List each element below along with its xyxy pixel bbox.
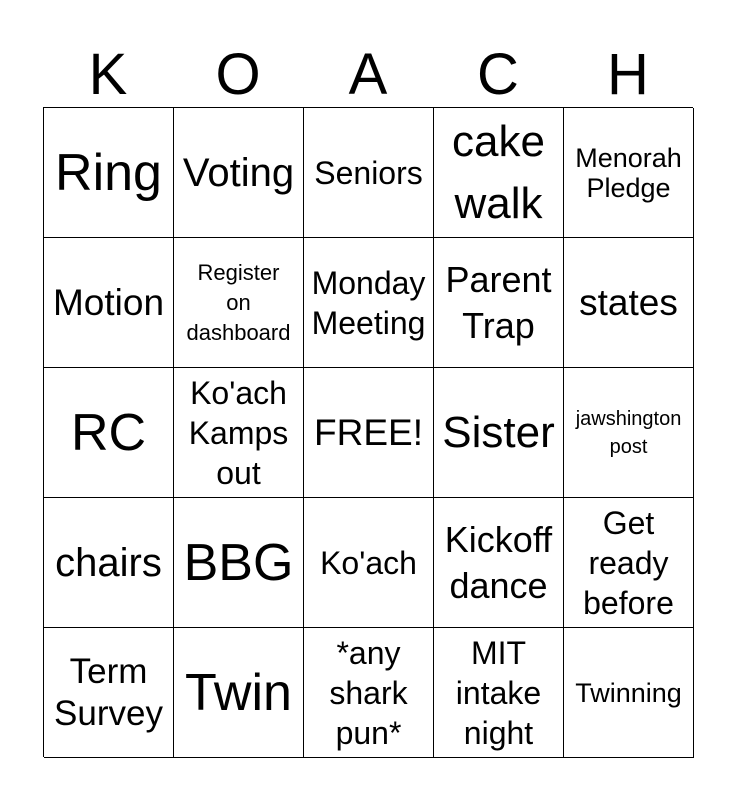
cell-text: cake walk <box>452 116 545 228</box>
cell-text: Twin <box>185 663 292 722</box>
cell-text: Ko'ach <box>320 544 417 581</box>
bingo-cell[interactable] <box>44 498 174 628</box>
header-letter-a: A <box>348 42 388 107</box>
cell-text: BBG <box>183 533 294 592</box>
cell-text: MIT intake night <box>455 634 542 751</box>
cell-text: jawshington post <box>575 407 682 458</box>
bingo-cell[interactable] <box>434 108 564 238</box>
cell-text: Motion <box>52 281 165 323</box>
bingo-cell[interactable] <box>304 628 434 758</box>
cell-text: Menorah Pledge <box>575 142 682 203</box>
bingo-grid <box>43 107 693 757</box>
cell-text: Parent Trap <box>445 258 552 346</box>
cell-text: Kickoff dance <box>444 518 553 606</box>
bingo-cell[interactable] <box>304 238 434 368</box>
bingo-cell[interactable] <box>174 368 304 498</box>
cell-text: Monday Meeting <box>311 264 426 341</box>
header-letter-h: H <box>607 42 649 107</box>
cell-text: Sister <box>442 407 555 457</box>
cell-text: Term Survey <box>54 651 163 733</box>
bingo-cell[interactable] <box>564 628 694 758</box>
bingo-cell[interactable] <box>434 498 564 628</box>
cell-text: *any shark pun* <box>329 634 408 751</box>
bingo-cell[interactable] <box>564 368 694 498</box>
bingo-header <box>43 42 693 108</box>
bingo-cell[interactable] <box>434 368 564 498</box>
cell-text: RC <box>70 403 147 462</box>
bingo-cell[interactable] <box>174 108 304 238</box>
bingo-cell[interactable] <box>304 368 434 498</box>
bingo-cell[interactable] <box>304 108 434 238</box>
cell-text: Ko'ach Kamps out <box>188 374 289 491</box>
bingo-cell[interactable] <box>44 368 174 498</box>
bingo-cell[interactable] <box>564 238 694 368</box>
cell-text: Seniors <box>314 154 423 191</box>
header-letter-c: C <box>477 42 519 107</box>
bingo-cell[interactable] <box>44 628 174 758</box>
bingo-cell[interactable] <box>174 238 304 368</box>
bingo-cell[interactable] <box>174 498 304 628</box>
cell-text: FREE! <box>314 411 423 453</box>
bingo-cell[interactable] <box>434 628 564 758</box>
header-letter-o: O <box>215 42 261 107</box>
cell-text: Register on dashboard <box>186 259 291 345</box>
bingo-cell[interactable] <box>174 628 304 758</box>
bingo-cell[interactable] <box>564 108 694 238</box>
header-letter-k: K <box>88 42 128 107</box>
cell-text: Voting <box>182 150 295 195</box>
cell-text: Ring <box>55 143 162 202</box>
bingo-cell[interactable] <box>44 108 174 238</box>
cell-text: Twinning <box>575 677 682 708</box>
bingo-cell[interactable] <box>44 238 174 368</box>
cell-text: Get ready before <box>583 504 674 621</box>
bingo-cell[interactable] <box>434 238 564 368</box>
bingo-cell[interactable] <box>304 498 434 628</box>
bingo-cell[interactable] <box>564 498 694 628</box>
cell-text: chairs <box>55 540 162 585</box>
cell-text: states <box>579 281 678 323</box>
